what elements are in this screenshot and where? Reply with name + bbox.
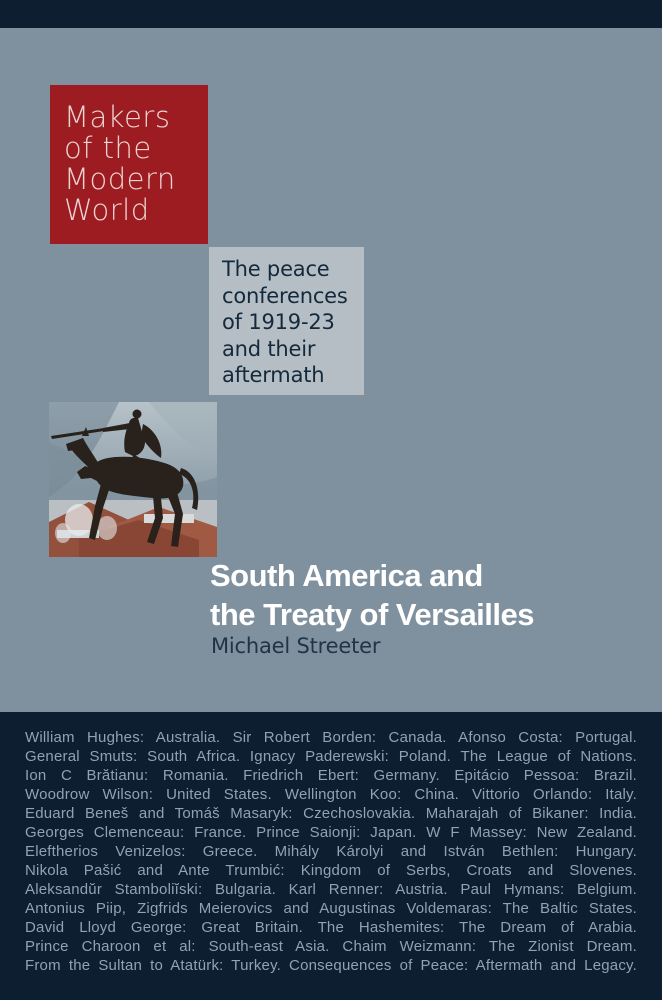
series-badge-line: Modern <box>64 162 176 196</box>
author-name: Michael Streeter <box>211 634 381 658</box>
contents-line: David Lloyd George: Great Britain. The Hashemites: The Dream of Arabia. <box>25 919 637 936</box>
contents-line: Prince Charoon et al: South-east Asia. Chaim Weizmann: The Zionist Dream. <box>25 938 637 955</box>
contents-line: Eleftherios Venizelos: Greece. Mihály Károlyi and István Bethlen: Hungary. <box>25 843 637 860</box>
series-subtitle-line: of 1919-23 <box>222 310 335 334</box>
series-badge-line: of the <box>64 131 152 165</box>
series-subtitle-line: The peace <box>222 257 330 281</box>
book-title-line2: the Treaty of Versailles <box>210 597 535 632</box>
contents-list <box>0 712 662 1000</box>
contents-line: Nikola Pašić and Ante Trumbić: Kingdom of Serbs, Croats and Slovenes. <box>25 862 637 879</box>
series-badge-line: Makers <box>64 100 171 134</box>
top-border-bar <box>0 0 662 28</box>
contents-line: From the Sultan to Atatürk: Turkey. Consequences of Peace: Aftermath and Legacy. <box>25 957 637 974</box>
series-subtitle-line: and their <box>222 336 316 361</box>
contents-line: Georges Clemenceau: France. Prince Saionji: Japan. W F Massey: New Zealand. <box>25 824 637 841</box>
contents-line: Ion C Brătianu: Romania. Friedrich Ebert: Germany. Epitácio Pessoa: Brazil. <box>25 767 637 784</box>
book-title-line1: South America and <box>210 558 483 593</box>
series-subtitle-line: conferences <box>222 283 348 308</box>
equestrian-statue-photo <box>49 402 217 557</box>
contents-line: General Smuts: South Africa. Ignacy Paderewski: Poland. The League of Nations. <box>25 748 637 765</box>
series-subtitle-line: aftermath <box>222 363 325 387</box>
contents-line: Antonius Piip, Zigfrids Meierovics and Augustinas Voldemaras: The Baltic States. <box>25 900 637 917</box>
contents-line: Woodrow Wilson: United States. Wellington Koo: China. Vittorio Orlando: Italy. <box>25 786 637 803</box>
book-title <box>210 556 650 634</box>
contents-line: William Hughes: Australia. Sir Robert Borden: Canada. Afonso Costa: Portugal. <box>25 729 637 746</box>
series-badge-line: World <box>64 193 150 227</box>
series-badge <box>50 85 208 244</box>
contents-line: Aleksandŭr Stamboliĭski: Bulgaria. Karl Renner: Austria. Paul Hymans: Belgium. <box>25 881 637 898</box>
series-subtitle-box <box>209 247 364 395</box>
equestrian-statue-image <box>49 402 217 557</box>
contents-line: Eduard Beneš and Tomáš Masaryk: Czechoslovakia. Maharajah of Bikaner: India. <box>25 805 637 822</box>
